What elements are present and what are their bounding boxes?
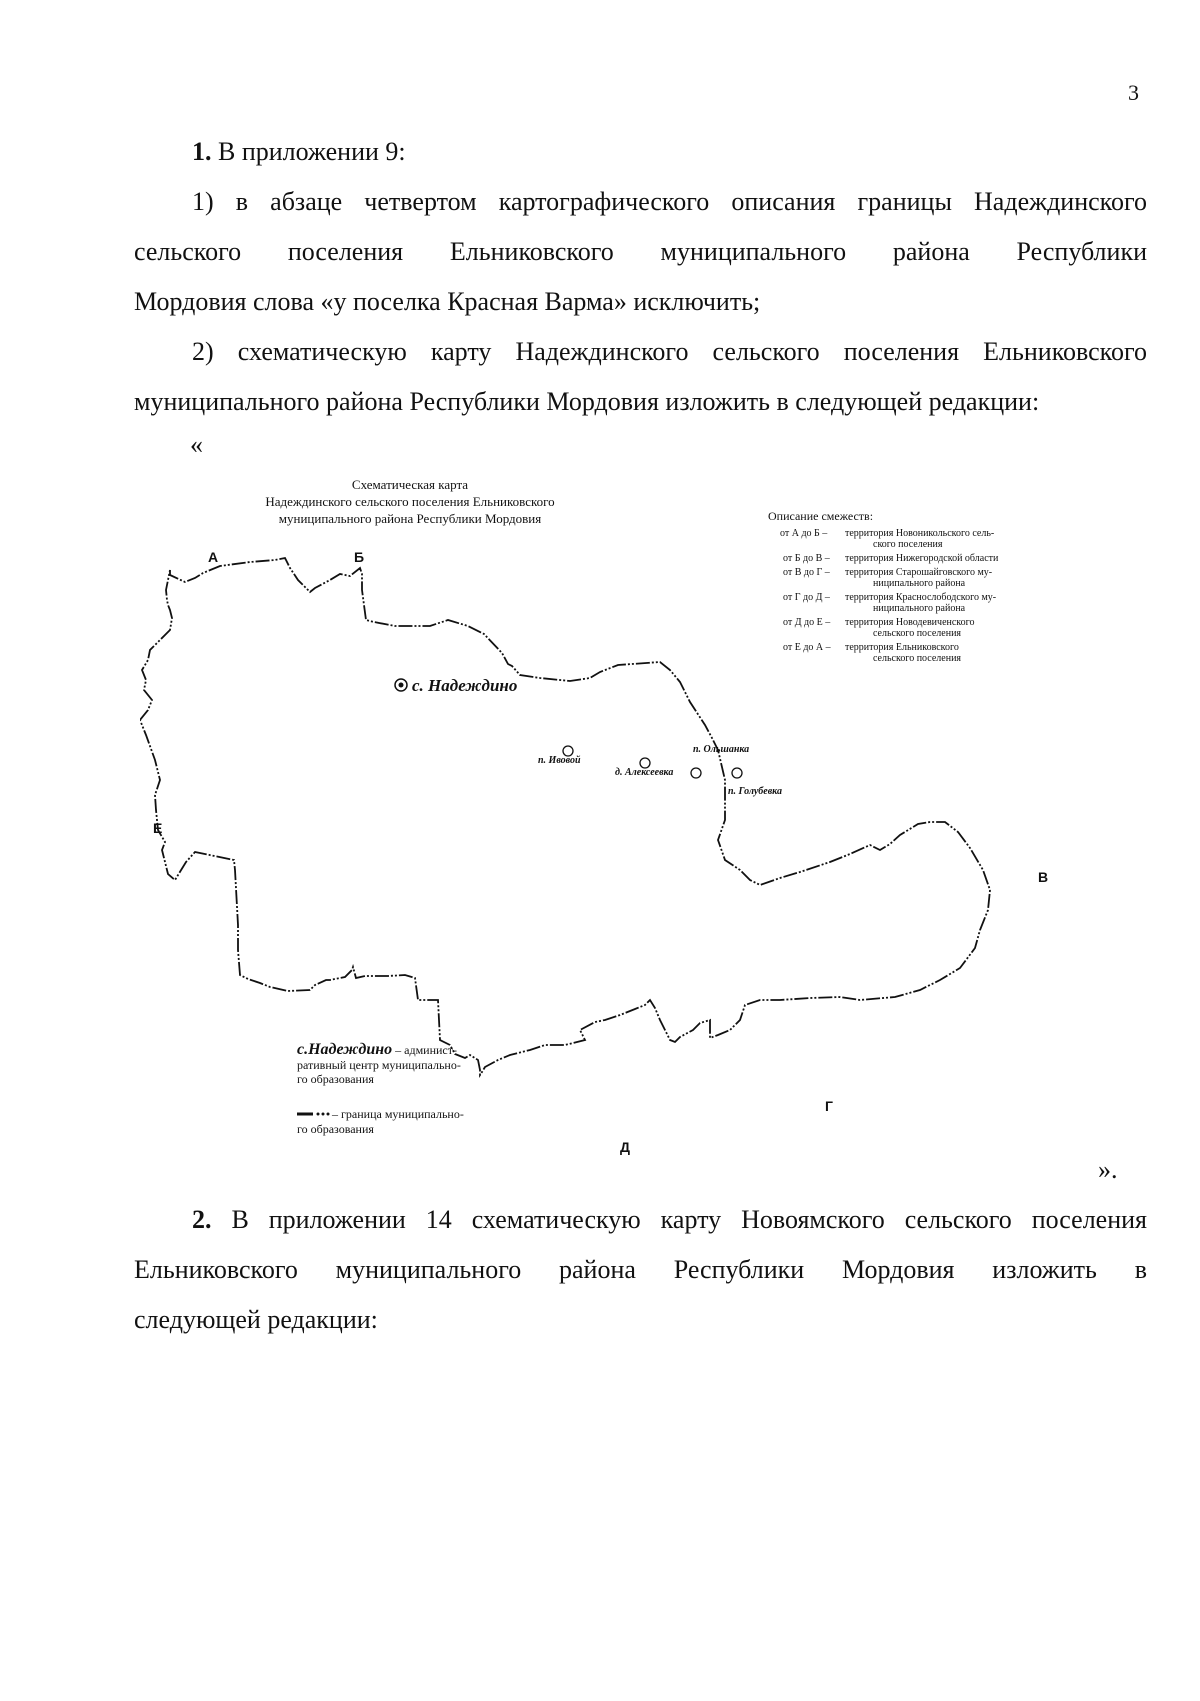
legend-center-line-1 [297, 1041, 457, 1058]
section-1-number: 1. [192, 137, 212, 166]
section-1-heading [192, 127, 406, 177]
center-label: с. Надеждино [412, 676, 518, 695]
map-legend [297, 1041, 464, 1136]
adjacency-range: от Б до В – [783, 553, 830, 564]
item-2-line-1: 2) схематическую карту Надеждинского сельского поселения Ельниковского [192, 337, 1147, 366]
map-title-line-3: муниципального района Республики Мордовия [278, 511, 542, 526]
adjacency-range: от Е до А – [783, 642, 831, 653]
adjacency-text: территория Краснослободского му- [845, 592, 997, 603]
section-2-line-1 [192, 1195, 1147, 1245]
adjacency-text: территория Новоникольского сель- [845, 528, 995, 539]
adjacency-text: территория Нижегородской области [845, 553, 999, 564]
section-2-text-1: В приложении 14 схематическую карту Новоямского сельского поселения [211, 1205, 1147, 1234]
municipal-boundary [140, 558, 993, 1075]
legend-center-text-3: го образования [297, 1072, 374, 1086]
point-label-v: В [1038, 869, 1049, 885]
item-1-line-2: сельского поселения Ельниковского муниципального района Республики [134, 237, 1147, 266]
adjacency-text: сельского поселения [873, 628, 962, 639]
section-2-line-2: Ельниковского муниципального района Республики Мордовия изложить в [134, 1255, 1147, 1284]
settlement-label-olshanka: п. Ольшанка [693, 744, 750, 755]
item-1-line-1: 1) в абзаце четвертом картографического описания границы Надеждинского [192, 187, 1147, 216]
settlement-marker-icon [691, 768, 701, 778]
adjacency-range: от А до Б – [780, 528, 828, 539]
adjacency-text: ского поселения [873, 539, 943, 550]
legend-border-symbol [297, 1113, 330, 1116]
item-1-line-3: Мордовия слова «у поселка Красная Варма» исключить; [134, 287, 761, 316]
adjacency-text: территория Старошайговского му- [845, 567, 993, 578]
point-label-g: Г [825, 1098, 833, 1114]
adjacency-list [780, 528, 999, 664]
adjacency-text: сельского поселения [873, 653, 962, 664]
map-title-line-1: Схематическая карта [351, 477, 469, 492]
map-title-line-2: Надеждинского сельского поселения Ельниковского [265, 494, 555, 509]
section-1-text: В приложении 9: [211, 137, 406, 166]
section-2-line-3: следующей редакции: [134, 1305, 378, 1334]
close-quote: ». [1098, 1155, 1118, 1184]
point-label-e: Е [153, 820, 163, 836]
settlement-label-ivovoy: п. Ивовой [538, 755, 581, 766]
settlement-label-golubevka: п. Голубевка [728, 786, 782, 797]
adjacency-range: от В до Г – [783, 567, 830, 578]
adjacency-text: ниципального района [873, 578, 966, 589]
settlement-marker-icon [732, 768, 742, 778]
settlement-label-alekseevka: д. Алексеевка [615, 767, 674, 778]
open-quote: « [190, 430, 203, 459]
schematic-map [140, 470, 1100, 1170]
legend-border-text-1: – граница муниципально- [332, 1107, 464, 1121]
adjacency-title: Описание смежеств: [768, 509, 874, 523]
legend-center-text-1: – админист- [392, 1043, 457, 1057]
legend-center-text-2: ративный центр муниципально- [297, 1058, 461, 1072]
point-label-b: Б [354, 549, 365, 565]
adjacency-text: территория Ельниковского [845, 642, 959, 653]
adjacency-text: ниципального района [873, 603, 966, 614]
item-2-line-2: муниципального района Республики Мордовия изложить в следующей редакции: [134, 387, 1040, 416]
legend-border-text-2: го образования [297, 1122, 374, 1136]
adjacency-range: от Г до Д – [783, 592, 830, 603]
adjacency-text: территория Новодевиченского [845, 617, 975, 628]
adjacency-range: от Д до Е – [783, 617, 831, 628]
point-label-a: А [208, 549, 219, 565]
center-marker-icon [395, 679, 407, 691]
legend-center-name: с.Надеждино [297, 1041, 393, 1058]
page-number: 3 [1128, 80, 1139, 105]
section-2-number: 2. [192, 1205, 212, 1234]
point-label-d: Д [620, 1139, 630, 1155]
